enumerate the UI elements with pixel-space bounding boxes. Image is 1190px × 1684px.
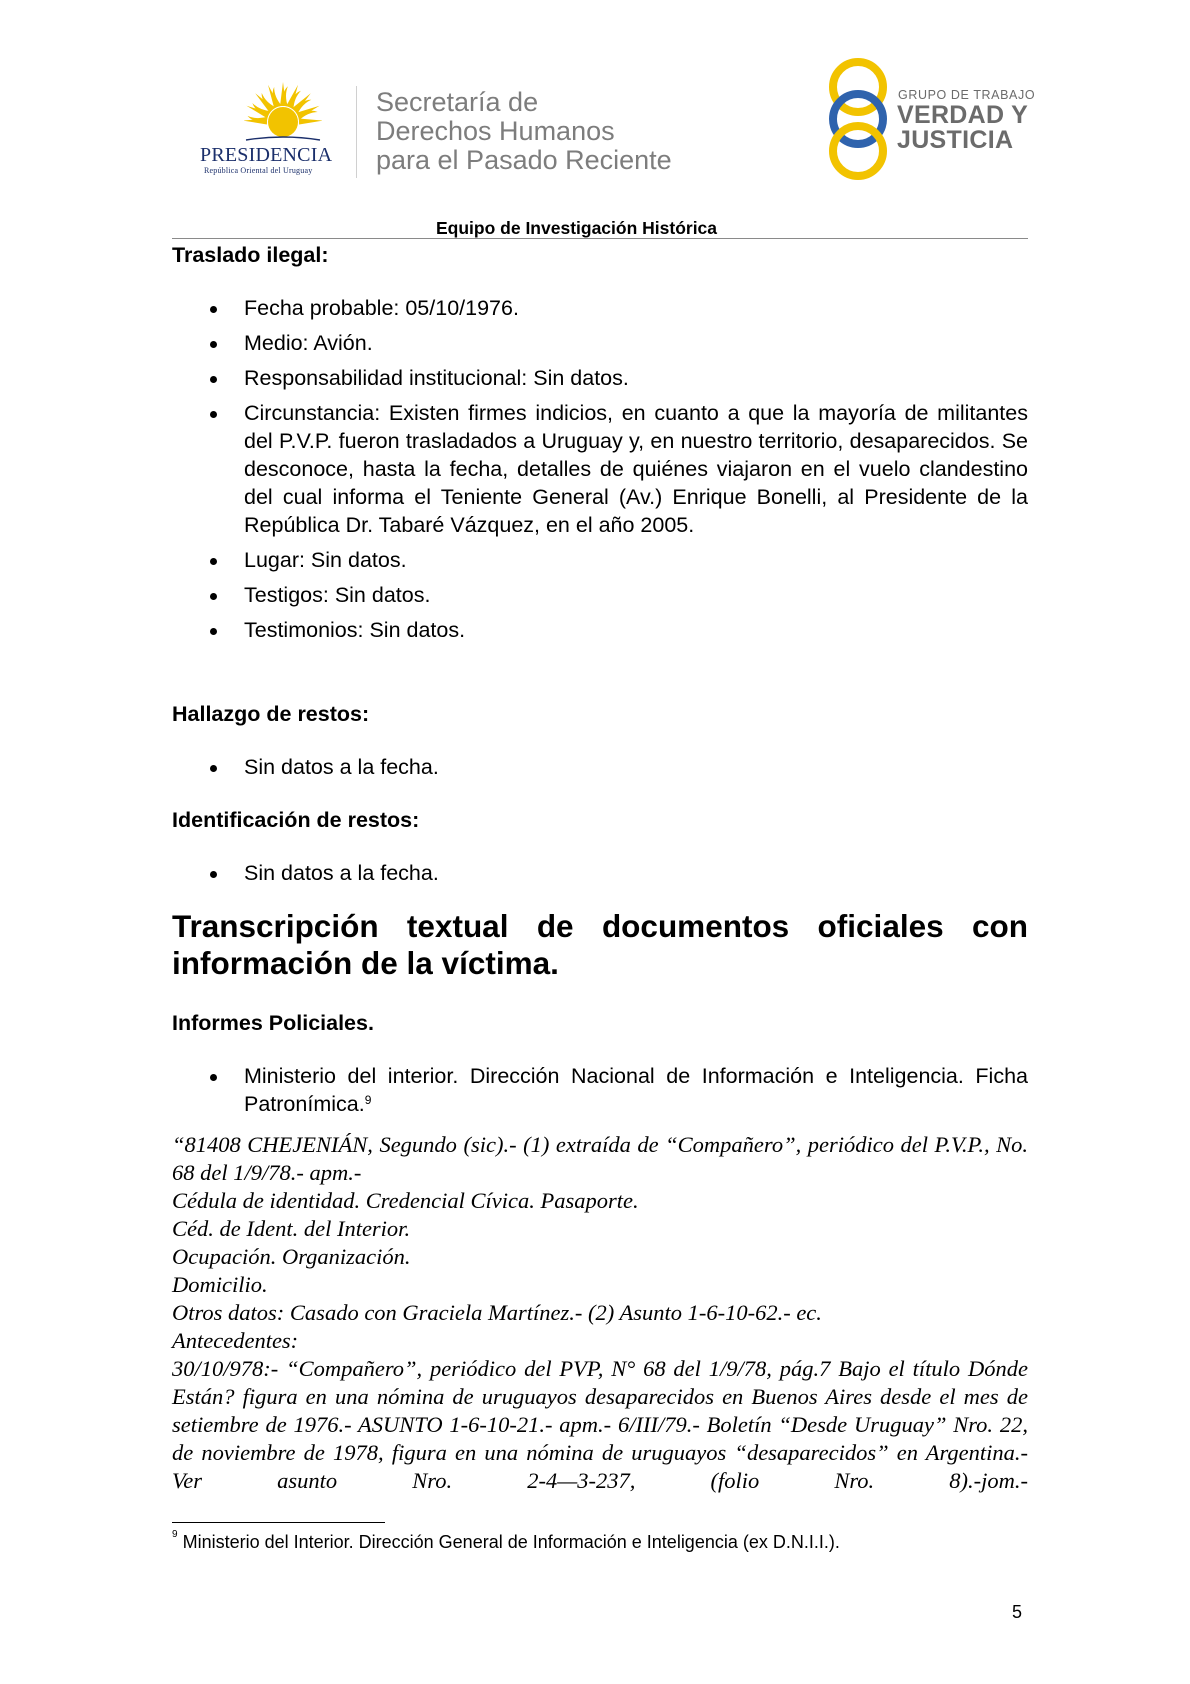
traslado-list	[172, 294, 1028, 644]
bullet-icon	[210, 376, 217, 383]
ficha-transcription	[172, 1131, 1028, 1495]
quote-line: Céd. de Ident. del Interior.	[172, 1216, 411, 1241]
presidencia-wordmark: PRESIDENCIA	[200, 144, 333, 166]
header-divider	[356, 86, 357, 178]
quote-line: Antecedentes:	[172, 1328, 299, 1353]
sun-emblem-icon	[244, 80, 322, 150]
footnote-text: Ministerio del Interior. Dirección General de Información e Inteligencia (ex D.N.I.I.).	[182, 1532, 840, 1552]
bullet-icon	[210, 628, 217, 635]
footnote-rule	[172, 1522, 385, 1523]
secretaria-wordmark	[376, 88, 706, 175]
quote-line: Ocupación. Organización.	[172, 1244, 411, 1269]
verdad-justicia-rings-icon	[822, 56, 898, 182]
footnote	[172, 1529, 840, 1553]
verdad-justicia-line: JUSTICIA	[897, 126, 1014, 154]
list-item: Testigos: Sin datos.	[172, 581, 1028, 609]
bullet-icon	[210, 593, 217, 600]
identificacion-heading: Identificación de restos:	[172, 808, 420, 832]
presidencia-logo	[194, 80, 354, 180]
bullet-icon	[210, 765, 217, 772]
presidencia-subtitle: República Oriental del Uruguay	[204, 166, 313, 175]
secretaria-line: Derechos Humanos	[376, 116, 615, 146]
list-item: Testimonios: Sin datos.	[172, 616, 1028, 644]
bullet-icon	[210, 341, 217, 348]
bullet-icon	[210, 411, 217, 418]
team-title: Equipo de Investigación Histórica	[436, 218, 718, 238]
list-item: Ministerio del interior. Dirección Nacional de Información e Inteligencia. Ficha Patronímica.$^9$	[172, 1062, 1028, 1118]
footnote-ref[interactable]: 9	[364, 1093, 372, 1107]
header-rule	[172, 238, 1028, 239]
quote-line: 30/10/978:- “Compañero”, periódico del PVP, N° 68 del 1/9/78, pág.7 Bajo el título Dónde Están? figura en una nómina de uruguayos desaparecidos en Buenos Aires desde el mes de setiembre de 1976.- ASUNTO 1-6-10-21.- apm.- 6/III/79.- Boletín “Desde Uruguay” Nro. 22, de noviembre de 1978, figura en una nómina de uruguayos “desaparecidos” en Argentina.- Ver asunto Nro. 2-4—3-237, (folio Nro. 8).-jom.-	[172, 1356, 1028, 1493]
list-item: Medio: Avión.	[172, 329, 1028, 357]
informes-list	[172, 1062, 1028, 1118]
traslado-heading: Traslado ilegal:	[172, 243, 329, 267]
list-item: Sin datos a la fecha.	[172, 859, 1028, 887]
identificacion-list	[172, 859, 1028, 887]
verdad-justicia-wordmark	[897, 103, 1028, 153]
bullet-icon	[210, 306, 217, 313]
list-item: Sin datos a la fecha.	[172, 753, 1028, 781]
hallazgo-list	[172, 753, 1028, 781]
hallazgo-heading: Hallazgo de restos:	[172, 702, 370, 726]
secretaria-line: para el Pasado Reciente	[376, 145, 672, 175]
bullet-icon	[210, 558, 217, 565]
bullet-icon	[210, 871, 217, 878]
quote-line: Cédula de identidad. Credencial Cívica. Pasaporte.	[172, 1188, 639, 1213]
list-item: Circunstancia: Existen firmes indicios, en cuanto a que la mayoría de militantes del P.V.P. fueron trasladados a Uruguay y, en nuestro territorio, desaparecidos. Se desconoce, hasta la fecha, detalles de quiénes viajaron en el vuelo clandestino del cual informa el Teniente General (Av.) Enrique Bonelli, al Presidente de la República Dr. Tabaré Vázquez, en el año 2005.	[172, 399, 1028, 539]
grupo-trabajo-label: GRUPO DE TRABAJO	[898, 88, 1036, 102]
verdad-justicia-line: VERDAD Y	[897, 101, 1029, 129]
quote-line: Otros datos: Casado con Graciela Martínez.- (2) Asunto 1-6-10-62.- ec.	[172, 1300, 822, 1325]
quote-line: Domicilio.	[172, 1272, 268, 1297]
transcripcion-heading: Transcripción textual de documentos oficiales con información de la víctima.	[172, 908, 1028, 981]
bullet-icon	[210, 1074, 217, 1081]
secretaria-line: Secretaría de	[376, 87, 539, 117]
footnote-number: 9	[172, 1529, 178, 1540]
list-item: Responsabilidad institucional: Sin datos.	[172, 364, 1028, 392]
page-number: 5	[1012, 1602, 1023, 1622]
quote-line: “81408 CHEJENIÁN, Segundo (sic).- (1) extraída de “Compañero”, periódico del P.V.P., No. 68 del 1/9/78.- apm.-	[172, 1132, 1028, 1185]
list-item: Lugar: Sin datos.	[172, 546, 1028, 574]
informes-heading: Informes Policiales.	[172, 1011, 374, 1035]
list-item: Fecha probable: 05/10/1976.	[172, 294, 1028, 322]
